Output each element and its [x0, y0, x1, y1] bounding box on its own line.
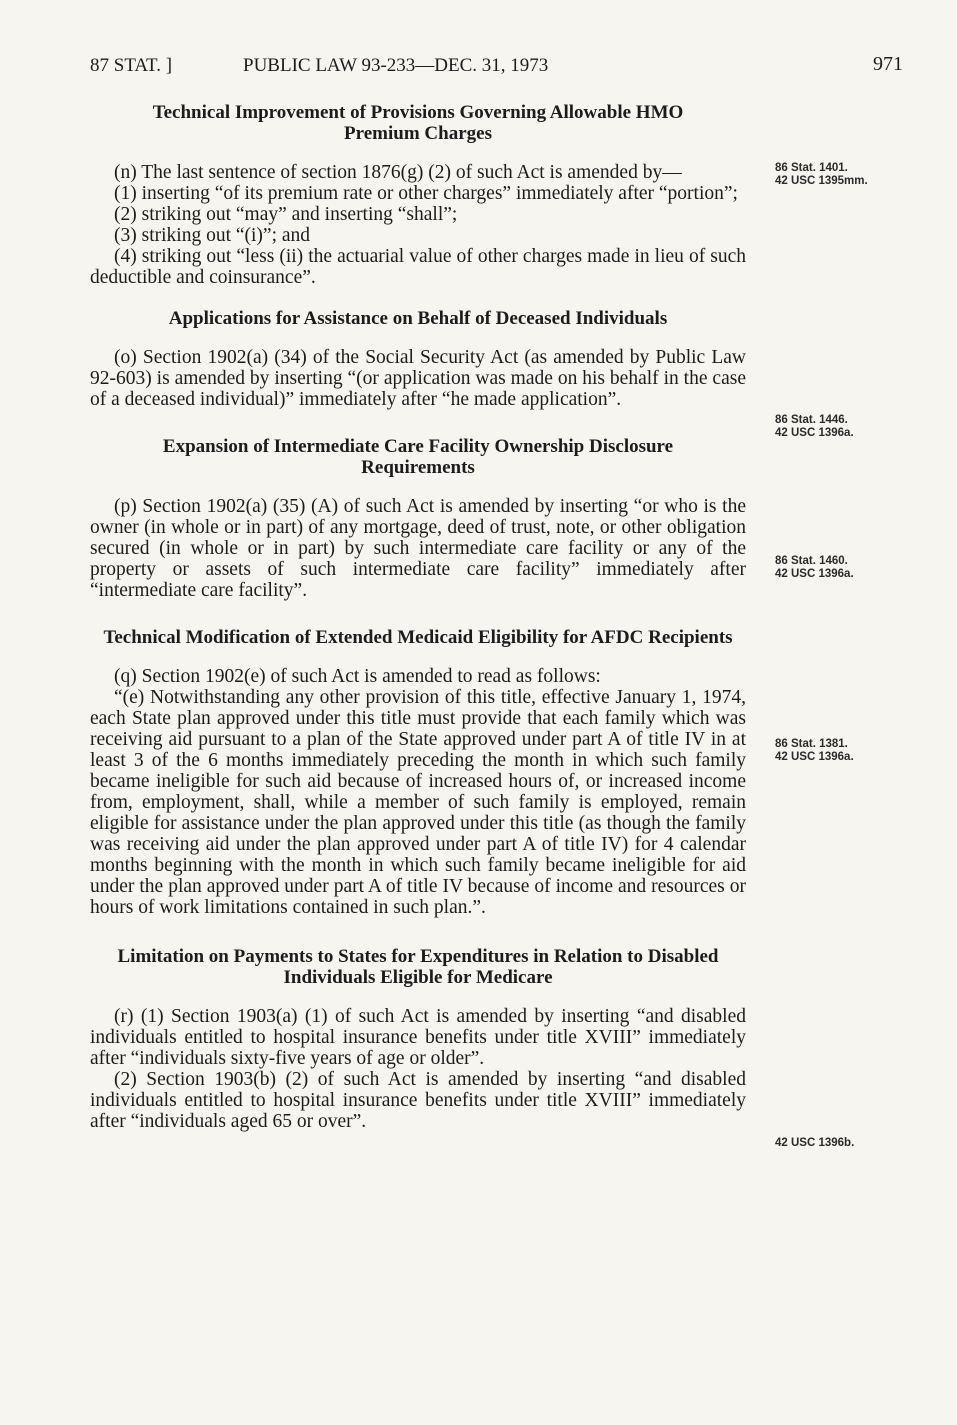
page-header — [90, 53, 903, 81]
margin-citation-line: 42 USC 1396a. — [775, 751, 854, 763]
section-q — [90, 627, 746, 918]
document-body — [90, 102, 746, 1154]
margin-citation-q — [775, 738, 925, 764]
paragraph: (3) striking out “(i)”; and — [114, 225, 311, 246]
page-number: 971 — [873, 53, 903, 75]
margin-citation-line: 42 USC 1396a. — [775, 427, 854, 439]
paragraph: (q) Section 1902(e) of such Act is amended to read as follows: — [114, 666, 601, 687]
section-heading: Expansion of Intermediate Care Facility Ownership Disclosure Requirements — [162, 436, 674, 478]
section-heading: Technical Improvement of Provisions Governing Allowable HMO Premium Charges — [152, 102, 684, 144]
margin-citation-line: 86 Stat. 1446. — [775, 414, 848, 426]
paragraph: (p) Section 1902(a) (35) (A) of such Act is amended by inserting “or who is the owner (in whole or in part) of any mortgage, deed of trust, note, or other obligation secured (in whole or in part) by such intermediate care facility or any of the property or assets of such intermediate care facility” immediately after “intermediate care facility”. — [90, 496, 746, 601]
margin-citation-line: 86 Stat. 1381. — [775, 738, 848, 750]
paragraph: (n) The last sentence of section 1876(g) (2) of such Act is amended by— — [114, 162, 682, 183]
margin-citation-r — [775, 1137, 925, 1150]
section-heading: Technical Modification of Extended Medicaid Eligibility for AFDC Recipients — [103, 627, 733, 648]
section-p — [90, 436, 746, 601]
margin-citation-line: 42 USC 1396b. — [775, 1137, 855, 1149]
paragraph: (r) (1) Section 1903(a) (1) of such Act is amended by inserting “and disabled individuals entitled to hospital insurance benefits under title XVIII” immediately after “individuals sixty-five years of age or older”. — [90, 1006, 746, 1069]
section-o — [90, 308, 746, 410]
paragraph: (2) striking out “may” and inserting “shall”; — [114, 204, 458, 225]
paragraph: (4) striking out “less (ii) the actuarial value of other charges made in lieu of such deductible and coinsurance”. — [90, 246, 746, 288]
paragraph: (o) Section 1902(a) (34) of the Social Security Act (as amended by Public Law 92-603) is amended by inserting “(or application was made on his behalf in the case of a deceased individual)” immediately after “he made application”. — [90, 347, 746, 410]
paragraph: (2) Section 1903(b) (2) of such Act is amended by inserting “and disabled individuals entitled to hospital insurance benefits under title XVIII” immediately after “individuals aged 65 or over”. — [90, 1069, 746, 1132]
margin-citation-line: 86 Stat. 1401. — [775, 162, 848, 174]
section-heading: Limitation on Payments to States for Expenditures in Relation to Disabled Individuals Eligible for Medicare — [117, 946, 719, 988]
section-heading: Applications for Assistance on Behalf of Deceased Individuals — [168, 308, 668, 329]
paragraph: “(e) Notwithstanding any other provision of this title, effective January 1, 1974, each State plan approved under this title must provide that each family which was receiving aid pursuant to a plan of the State approved under part A of title IV in at least 3 of the 6 months immediately preceding the month in which such family became ineligible for such aid because of increased hours of, or increased income from, employment, shall, while a member of such family is employed, remain eligible for assistance under the plan approved under this title (as though the family was receiving aid under the plan approved under part A of title IV) for 4 calendar months beginning with the month in which such family became ineligible for aid under the plan approved under part A of title IV because of income and resources or hours of work limitations contained in such plan.”. — [90, 687, 746, 918]
paragraph: (1) inserting “of its premium rate or other charges” immediately after “portion”; — [114, 183, 738, 204]
margin-citation-o — [775, 414, 925, 440]
header-volume: 87 STAT. ] — [90, 55, 173, 76]
margin-citation-p — [775, 555, 925, 581]
margin-citation-n — [775, 162, 925, 188]
section-n — [90, 102, 746, 288]
margin-citation-line: 42 USC 1395mm. — [775, 175, 868, 187]
margin-citation-line: 42 USC 1396a. — [775, 568, 854, 580]
section-r — [90, 946, 746, 1132]
header-title: PUBLIC LAW 93-233—DEC. 31, 1973 — [243, 55, 549, 76]
margin-citation-line: 86 Stat. 1460. — [775, 555, 848, 567]
